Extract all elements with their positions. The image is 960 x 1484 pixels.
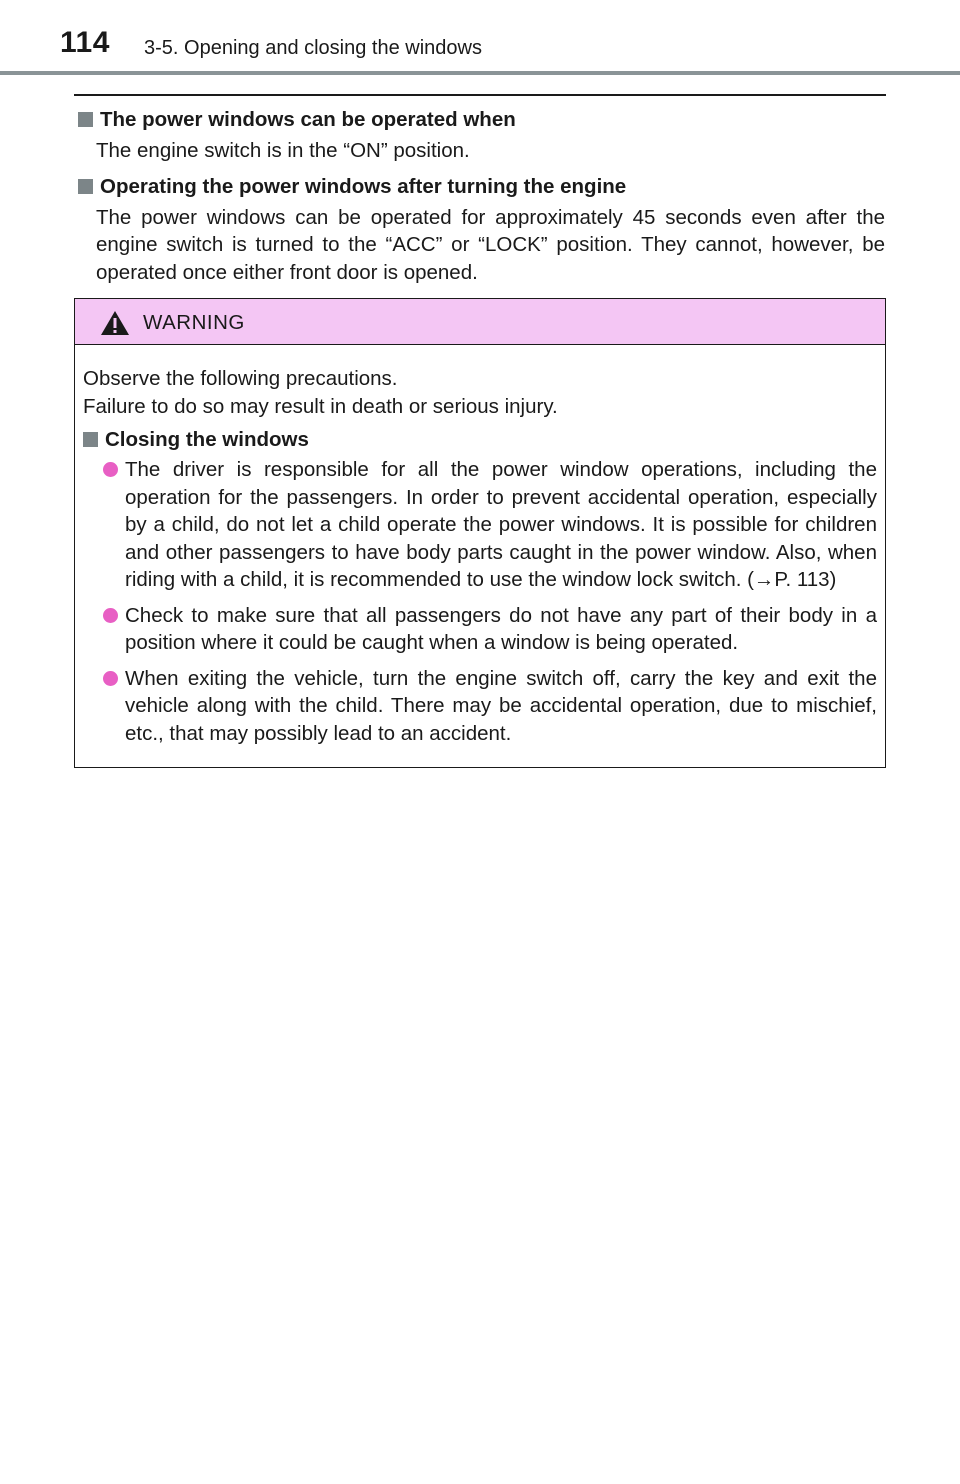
warning-bullet-text: Check to make sure that all passengers do not have any part of their body in a position where it could be caught when a window is being operated. bbox=[125, 603, 877, 654]
section-heading bbox=[75, 173, 885, 200]
section-body: The engine switch is in the “ON” position. bbox=[96, 139, 470, 162]
warning-body bbox=[75, 345, 885, 767]
warning-intro bbox=[83, 365, 877, 420]
main-content bbox=[75, 106, 885, 294]
warning-bullet-text: The driver is responsible for all the power window operations, including the operation for the passengers. In order to prevent accidental operation, especially by a child, do not let a child operate the power windows. It is possible for children and other passengers to have body parts caught in the power window. Also, when riding with a child, it is recommended to use the window lock switch. (→P. 113) bbox=[125, 458, 877, 591]
bullet-dot-icon bbox=[103, 462, 118, 477]
section-heading bbox=[75, 106, 885, 133]
warning-bullet bbox=[83, 602, 877, 657]
warning-bullet-text: When exiting the vehicle, turn the engine switch off, carry the key and exit the vehicle along with the child. There may be accidental operation, due to mischief, etc., that may possibly lead to an accident. bbox=[125, 666, 877, 745]
warning-box bbox=[74, 298, 886, 768]
content-divider bbox=[74, 94, 886, 96]
square-marker-icon bbox=[78, 112, 93, 127]
warning-bullet bbox=[83, 665, 877, 748]
bullet-dot-icon bbox=[103, 671, 118, 686]
square-marker-icon bbox=[78, 179, 93, 194]
warning-subheading bbox=[83, 426, 877, 453]
warning-header bbox=[75, 299, 885, 345]
warning-label: WARNING bbox=[143, 311, 245, 334]
square-marker-icon bbox=[83, 432, 98, 447]
page-number: 114 bbox=[60, 26, 110, 59]
warning-triangle-icon bbox=[100, 310, 130, 336]
section-heading-text: Operating the power windows after turning the engine bbox=[100, 174, 627, 198]
warning-subheading-text: Closing the windows bbox=[105, 428, 309, 451]
warning-intro-line: Observe the following precautions. bbox=[83, 367, 398, 390]
page-header bbox=[0, 0, 960, 74]
section-body: The power windows can be operated for approximately 45 seconds even after the engine switch is turned to the “ACC” or “LOCK” position. They cannot, however, be operated once either front door is opened. bbox=[96, 205, 885, 284]
warning-bullet bbox=[83, 456, 877, 594]
section-heading-text: The power windows can be operated when bbox=[100, 108, 516, 131]
header-divider bbox=[0, 71, 960, 75]
warning-intro-line: Failure to do so may result in death or serious injury. bbox=[83, 394, 558, 418]
bullet-dot-icon bbox=[103, 608, 118, 623]
section-title: 3-5. Opening and closing the windows bbox=[144, 37, 482, 59]
